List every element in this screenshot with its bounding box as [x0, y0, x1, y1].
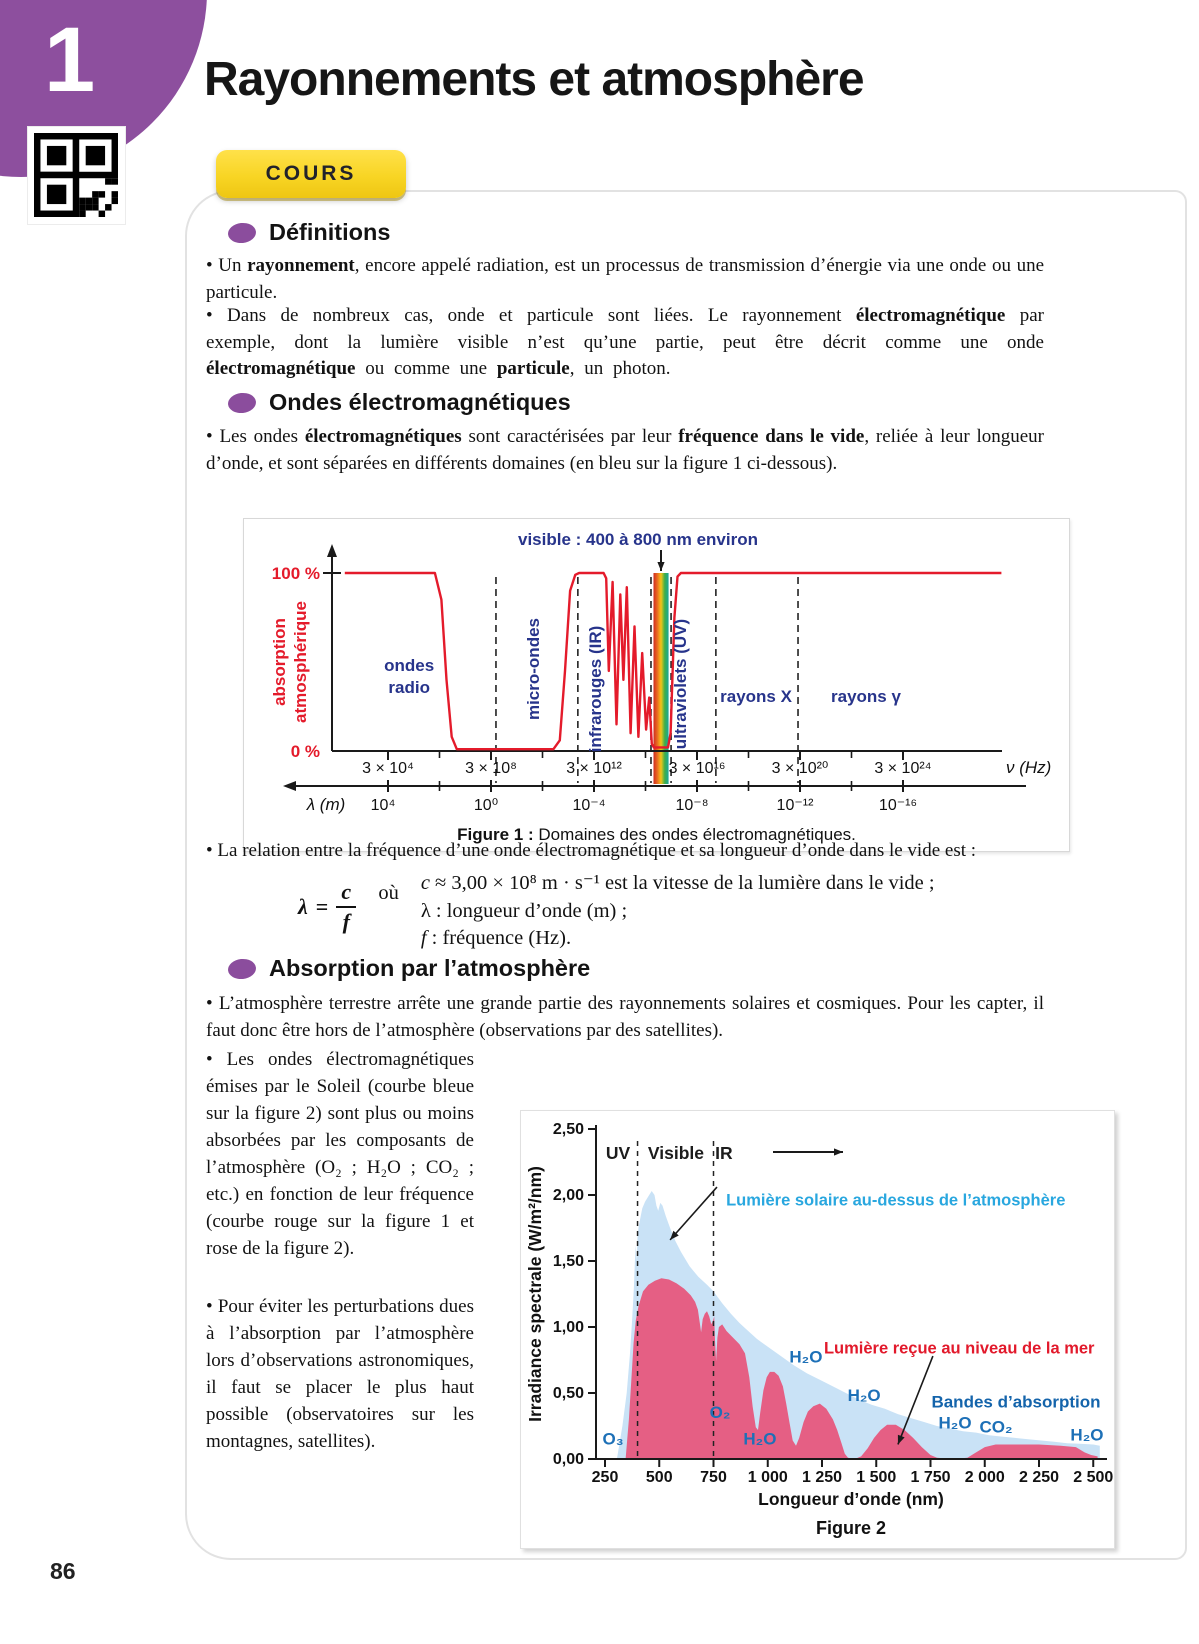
y-axis-title: Irradiance spectrale (W/m²/nm) [525, 1166, 545, 1422]
molecule-label: O₂ [709, 1403, 731, 1423]
y-axis-title: absorption [270, 618, 289, 706]
molecule-label: O₃ [602, 1429, 624, 1449]
wavelength-tick-label: 10⁻¹⁶ [878, 797, 918, 814]
x-tick-label: 750 [700, 1469, 727, 1486]
domain-label: infrarouges (IR) [586, 625, 606, 753]
qr-module [105, 204, 111, 210]
visible-arrow-head [657, 562, 664, 571]
x-tick-label: 1 500 [856, 1469, 897, 1486]
frequency-tick-label: 3 × 10²⁴ [874, 760, 932, 777]
figure-1-caption-number: Figure 1 : [457, 825, 534, 844]
x-tick-label: 250 [591, 1469, 619, 1486]
paragraph-relation: • La relation entre la fréquence d’une onde électromagnétique et sa longueur d’onde dans le vide est : [206, 840, 977, 861]
page-title: Rayonnements et atmosphère [204, 53, 864, 106]
frequency-tick-label: 3 × 10¹² [566, 760, 622, 777]
qr-module [105, 178, 111, 184]
qr-module [92, 204, 98, 210]
figure-1-chart [244, 519, 1067, 819]
frequency-tick-label: 3 × 10⁸ [465, 760, 517, 777]
y-tick-label-0: 0 % [290, 742, 320, 761]
section-bullet-icon [227, 391, 257, 414]
qr-finder [47, 185, 66, 204]
qr-module [79, 204, 85, 210]
qr-module [86, 198, 92, 204]
section-bullet-icon [227, 221, 257, 244]
qr-module [79, 211, 85, 217]
formula-wavelength-frequency [298, 866, 935, 953]
figure-2-caption: Figure 2 [815, 1518, 887, 1538]
y-axis-arrowhead [327, 544, 337, 557]
section-heading-label: Définitions [269, 219, 391, 245]
figure-1 [243, 518, 1070, 852]
figure-2 [520, 1110, 1115, 1549]
y-tick-label: 2,00 [552, 1187, 584, 1204]
domain-label: micro-ondes [524, 617, 544, 721]
region-label: Visible [647, 1143, 705, 1163]
section-bullet-icon [227, 957, 257, 980]
section-heading-absorption [228, 955, 590, 982]
definition-c: c ≈ 3,00 × 10⁸ m · s⁻¹ est la vitesse de la lumière dans le vide ; [420, 872, 935, 894]
qr-module [99, 191, 105, 197]
x-tick-label: 2 000 [964, 1469, 1005, 1486]
fraction-bar [336, 906, 356, 908]
frequency-tick-label: 3 × 10⁴ [362, 760, 414, 777]
y-tick-label: 0,50 [552, 1385, 584, 1402]
paragraph-absorption-3: • Pour éviter les perturbations dues à l’absorption par l’atmosphère lors d’observations astronomiques, il faut se placer le plus haut possible (observatoires sur les montagnes, satellites). [206, 1296, 474, 1452]
qr-module [79, 198, 85, 204]
molecule-label: CO₂ [979, 1417, 1013, 1437]
region-label: UV [605, 1143, 631, 1163]
paragraph-absorption-2: • Les ondes électromagnétiques émises par le Soleil (courbe bleue sur la figure 2) sont plus ou moins absorbées par les composants de l’atmosphère (O₂ ; H₂O ; CO₂ ; etc.) en fonction de leur fréquence (courbe rouge sur la figure 1 et rose de la figure 2). [206, 1049, 474, 1259]
x-tick-label: 1 000 [747, 1469, 788, 1486]
wavelength-tick-label: 10⁻⁸ [675, 797, 709, 814]
wavelength-tick-label: 10⁻¹² [776, 797, 814, 814]
x-tick-label: 1 250 [801, 1469, 843, 1486]
y-axis-title: atmosphérique [291, 601, 310, 723]
figure-1-caption-text: Domaines des ondes électromagnétiques. [533, 825, 856, 844]
paragraph-definition-2: • Dans de nombreux cas, onde et particule sont liées. Le rayonnement électromagnétique par exemple, dont la lumière visible n’est qu’une partie, peut être décrit comme une onde électromagnétique ou comme une particule, un photon. [206, 305, 1044, 379]
wavelength-tick-label: 10⁴ [370, 797, 396, 814]
numerator: c [341, 879, 352, 904]
formula-definitions [421, 870, 935, 953]
sea-level-curve-label: Lumière reçue au niveau de la mer [823, 1339, 1095, 1358]
molecule-label: H₂O [743, 1429, 777, 1449]
qr-module [99, 211, 105, 217]
qr-finder [47, 146, 66, 165]
y-tick-label: 1,50 [552, 1253, 584, 1270]
wavelength-axis-label: λ (m) [306, 795, 346, 814]
wavelength-tick-label: 10⁻⁴ [572, 797, 606, 814]
visible-range-label: visible : 400 à 800 nm environ [517, 530, 759, 549]
qr-finder [86, 146, 105, 165]
definition-f: f : fréquence (Hz). [420, 927, 572, 949]
figure-2-chart [521, 1111, 1114, 1548]
y-tick-label: 1,00 [552, 1319, 584, 1336]
y-tick-label-100: 100 % [271, 564, 320, 583]
qr-code-image [34, 133, 118, 217]
frequency-tick-label: 3 × 10¹⁶ [668, 760, 726, 777]
cours-tab[interactable]: COURS [216, 150, 406, 198]
qr-module [92, 191, 98, 197]
x-axis-title: Longueur d’onde (nm) [758, 1489, 944, 1509]
molecule-label: H₂O [938, 1413, 972, 1433]
fraction-c-over-f [336, 879, 356, 935]
wavelength-tick-label: 10⁰ [473, 797, 499, 814]
qr-module [112, 198, 118, 204]
paragraph-absorption-1: • L’atmosphère terrestre arrête une grande partie des rayonnements solaires et cosmiques. Pour les capter, il faut donc être hors de l’atmosphère (observations par des satellites). [206, 993, 1044, 1041]
domain-label: rayons γ [831, 687, 901, 706]
molecule-label: H₂O [847, 1385, 881, 1405]
solar-curve-arrow [670, 1187, 717, 1240]
equals-sign: = [315, 894, 329, 919]
ir-direction-arrow-head [834, 1148, 843, 1155]
qr-module [112, 178, 118, 184]
solar-curve-label: Lumière solaire au-dessus de l’atmosphère [726, 1191, 1066, 1210]
section-heading-label: Absorption par l’atmosphère [269, 955, 591, 981]
denominator: f [342, 909, 350, 934]
qr-code [28, 127, 125, 224]
paragraph-definition-1: • Un rayonnement, encore appelé radiation, est un processus de transmission d’énergie via une onde ou une particule. [206, 255, 1044, 303]
where-word: où [378, 882, 399, 904]
x-tick-label: 500 [645, 1469, 673, 1486]
domain-label: radio [388, 678, 430, 697]
lambda-symbol: λ [298, 894, 308, 919]
formula-lhs [298, 866, 356, 948]
chapter-number: 1 [44, 9, 96, 111]
qr-module [92, 198, 98, 204]
domain-label: ondes [384, 656, 435, 675]
x-tick-label: 2 500 [1073, 1469, 1114, 1486]
y-tick-label: 2,50 [552, 1121, 584, 1138]
qr-module [86, 204, 92, 210]
domain-label: ultraviolets (UV) [671, 618, 691, 750]
section-heading-definitions [228, 219, 390, 246]
domain-label: rayons X [720, 687, 792, 706]
section-heading-label: Ondes électromagnétiques [269, 389, 571, 415]
y-tick-label: 0,00 [552, 1451, 584, 1468]
paragraph-ondes: • Les ondes électromagnétiques sont caractérisées par leur fréquence dans le vide, reliée à leur longueur d’onde, et sont séparées en différents domaines (en bleu sur la figure 1 ci-dessous). [206, 426, 1044, 474]
definition-lambda: λ : longueur d’onde (m) ; [420, 899, 628, 922]
molecule-label: H₂O [1070, 1425, 1104, 1445]
wavelength-axis-arrowhead [283, 781, 296, 791]
absorption-bands-label: Bandes d’absorption [931, 1392, 1101, 1412]
molecule-label: H₂O [789, 1347, 823, 1367]
frequency-axis-label: ν (Hz) [1006, 758, 1052, 777]
visible-band-rainbow [653, 573, 668, 784]
section-heading-ondes [228, 389, 571, 416]
x-tick-label: 1 750 [910, 1469, 951, 1486]
region-label: IR [715, 1143, 733, 1163]
qr-module [112, 191, 118, 197]
frequency-tick-label: 3 × 10²⁰ [771, 760, 829, 777]
page-number: 86 [50, 1558, 76, 1584]
x-tick-label: 2 250 [1018, 1469, 1060, 1486]
